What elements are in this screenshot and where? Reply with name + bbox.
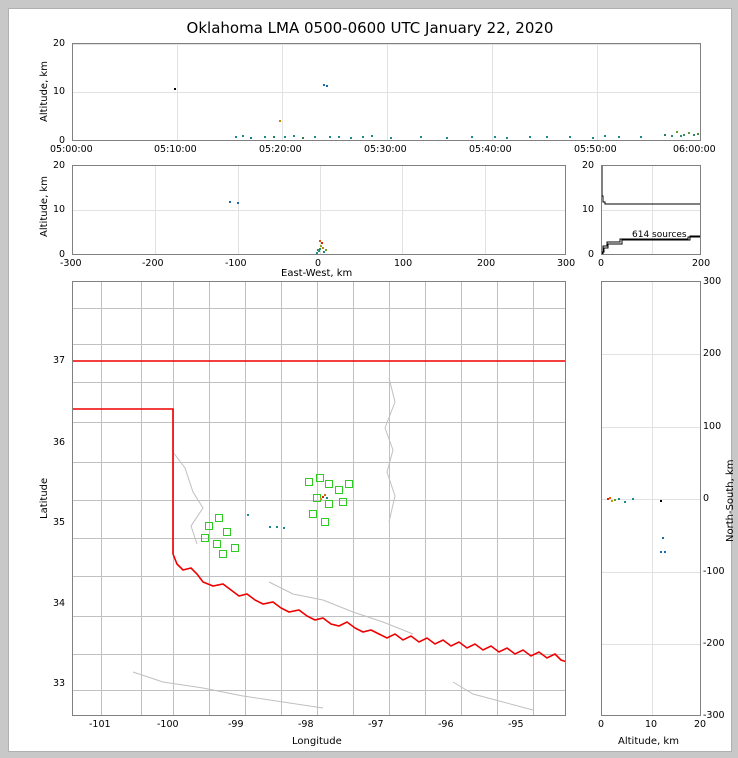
tick-label: -100 [703,566,725,577]
data-point [592,137,594,139]
data-point [683,134,685,136]
source-marker [305,478,313,486]
tick-label: -96 [438,719,454,730]
data-point [264,136,266,138]
axis-label-north-south: North-South, km [725,459,736,542]
source-marker [321,518,329,526]
source-marker [325,480,333,488]
data-point [688,132,690,134]
source-marker [335,486,343,494]
data-point [174,88,176,90]
data-point [350,137,352,139]
axis-label-altitude: Altitude, km [39,61,50,122]
tick-label: -99 [228,719,244,730]
tick-label: 0 [703,493,710,504]
data-point [322,496,324,498]
data-point [329,136,331,138]
tick-label: -100 [225,258,247,269]
tick-label: -98 [298,719,314,730]
data-point [326,497,328,499]
data-point [321,242,323,244]
tick-label: 0 [598,719,605,730]
data-point [664,551,666,553]
data-point [660,551,662,553]
tick-label: 06:00:00 [673,144,716,155]
data-point [693,134,695,136]
tick-label: 300 [703,276,722,287]
data-point [325,249,327,251]
source-marker [231,544,239,552]
tick-label: 37 [53,355,66,366]
tick-label: -200 [703,638,725,649]
data-point [569,136,571,138]
data-point [700,134,701,136]
source-marker [345,480,353,488]
altitude-histogram-panel [601,165,701,255]
source-marker [325,500,333,508]
tick-label: 05:40:00 [469,144,512,155]
data-point [660,500,662,502]
source-marker [309,510,317,518]
data-point [283,527,285,529]
data-point [632,498,634,500]
altitude-vs-north-south-panel [601,281,701,716]
tick-label: 300 [557,258,576,269]
tick-label: 200 [692,258,711,269]
tick-label: 0 [59,249,66,260]
tick-label: 100 [394,258,413,269]
tick-label: -200 [142,258,164,269]
data-point [320,498,322,500]
tick-label: -95 [508,719,524,730]
source-marker [201,534,209,542]
data-point [338,136,340,138]
data-point [323,84,325,86]
tick-label: -97 [368,719,384,730]
data-point [276,526,278,528]
data-point [324,494,326,496]
data-point [664,134,666,136]
data-point [420,136,422,138]
tick-label: 33 [53,678,66,689]
data-point [279,120,281,122]
data-point [611,500,613,502]
data-point [618,136,620,138]
data-point [247,514,249,516]
data-point [662,537,664,539]
data-point [326,85,328,87]
data-point [390,137,392,139]
data-point [604,135,606,137]
source-marker [219,550,227,558]
axis-label-east-west: East-West, km [281,268,353,279]
data-point [250,137,252,139]
tick-label: 100 [703,421,722,432]
time-vs-altitude-panel [72,43,701,141]
data-point [293,135,295,137]
tick-label: 05:30:00 [364,144,407,155]
data-point [609,497,611,499]
tick-label: -300 [60,258,82,269]
data-point [302,137,304,139]
data-point [640,136,642,138]
tick-label: 20 [694,719,707,730]
axis-label-longitude: Longitude [292,736,342,747]
data-point [317,249,319,251]
tick-label: 05:50:00 [574,144,617,155]
data-point [314,136,316,138]
tick-label: 0 [588,249,595,260]
data-point [242,135,244,137]
source-marker [213,540,221,548]
axis-label-altitude-bottom: Altitude, km [618,736,679,747]
data-point [506,137,508,139]
axis-label-latitude: Latitude [39,477,50,519]
tick-label: 34 [53,598,66,609]
axis-label-altitude: Altitude, km [39,176,50,237]
tick-label: 36 [53,437,66,448]
tick-label: 0 [59,135,66,146]
data-point [322,247,324,249]
data-point [319,248,321,250]
data-point [546,136,548,138]
source-marker [223,528,231,536]
data-point [624,501,626,503]
data-point [316,252,318,254]
figure-canvas [8,8,736,752]
data-point [237,202,239,204]
data-point [269,526,271,528]
tick-label: 05:00:00 [50,144,93,155]
data-point [471,136,473,138]
tick-label: 0 [598,258,605,269]
data-point [362,136,364,138]
data-point [446,137,448,139]
source-count-annotation: 614 sources [632,230,687,240]
tick-label: 10 [582,204,595,215]
data-point [680,135,682,137]
tick-label: 0 [315,258,322,269]
tick-label: 10 [645,719,658,730]
tick-label: -300 [703,710,725,721]
data-point [323,251,325,253]
source-marker [215,514,223,522]
data-point [494,136,496,138]
east-west-vs-altitude-panel [72,165,566,255]
tick-label: 05:20:00 [259,144,302,155]
tick-label: 20 [53,160,66,171]
data-point [235,136,237,138]
tick-label: 20 [582,160,595,171]
data-point [697,133,699,135]
source-marker [339,498,347,506]
data-point [229,201,231,203]
source-marker [316,474,324,482]
data-point [371,135,373,137]
data-point [529,136,531,138]
data-point [319,240,321,242]
tick-label: 200 [477,258,496,269]
data-point [614,499,616,501]
tick-label: -100 [157,719,179,730]
data-point [273,136,275,138]
histogram-curve [602,166,701,255]
tick-label: 20 [53,38,66,49]
tick-label: 200 [703,348,722,359]
tick-label: -101 [89,719,111,730]
data-point [676,131,678,133]
data-point [671,135,673,137]
tick-label: 10 [53,204,66,215]
plan-view-map-panel [72,281,566,716]
tick-label: 05:10:00 [154,144,197,155]
tick-label: 35 [53,517,66,528]
data-point [618,498,620,500]
page-title: Oklahoma LMA 0500-0600 UTC January 22, 2020 [186,19,554,37]
source-marker [205,522,213,530]
tick-label: 10 [53,86,66,97]
data-point [284,136,286,138]
